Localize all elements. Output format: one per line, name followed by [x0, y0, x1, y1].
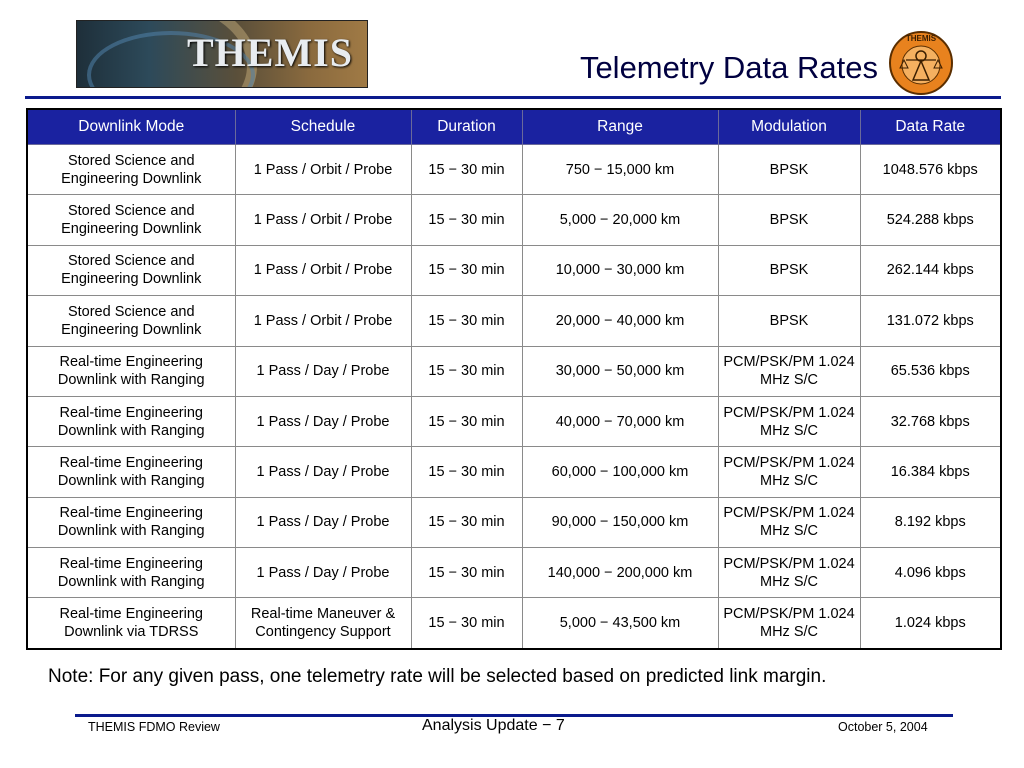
footnote: Note: For any given pass, one telemetry rate will be selected based on predicted link margin.	[48, 666, 827, 687]
cell-duration: 15 − 30 min	[411, 447, 522, 497]
column-header-range: Range	[522, 109, 718, 145]
cell-range: 20,000 − 40,000 km	[522, 296, 718, 346]
cell-duration: 15 − 30 min	[411, 548, 522, 598]
themis-logo-banner	[76, 20, 368, 88]
cell-range: 750 − 15,000 km	[522, 145, 718, 195]
footer-center-text: Analysis Update − 7	[422, 717, 565, 734]
cell-range: 30,000 − 50,000 km	[522, 346, 718, 396]
cell-schedule: 1 Pass / Orbit / Probe	[235, 245, 411, 295]
table-row	[27, 346, 1001, 396]
header-rule	[25, 96, 1001, 99]
cell-modulation: PCM/PSK/PM 1.024 MHz S/C	[718, 396, 860, 446]
cell-modulation: PCM/PSK/PM 1.024 MHz S/C	[718, 548, 860, 598]
themis-emblem-icon	[888, 30, 954, 96]
cell-data-rate: 131.072 kbps	[860, 296, 1001, 346]
cell-range: 10,000 − 30,000 km	[522, 245, 718, 295]
cell-duration: 15 − 30 min	[411, 245, 522, 295]
cell-range: 5,000 − 20,000 km	[522, 195, 718, 245]
cell-data-rate: 65.536 kbps	[860, 346, 1001, 396]
cell-data-rate: 8.192 kbps	[860, 497, 1001, 547]
cell-modulation: PCM/PSK/PM 1.024 MHz S/C	[718, 497, 860, 547]
table-row	[27, 245, 1001, 295]
column-header-data-rate: Data Rate	[860, 109, 1001, 145]
cell-data-rate: 16.384 kbps	[860, 447, 1001, 497]
footer-left-text: THEMIS FDMO Review	[88, 720, 220, 734]
cell-modulation: PCM/PSK/PM 1.024 MHz S/C	[718, 346, 860, 396]
cell-duration: 15 − 30 min	[411, 497, 522, 547]
cell-schedule: 1 Pass / Day / Probe	[235, 396, 411, 446]
cell-modulation: BPSK	[718, 145, 860, 195]
cell-downlink-mode: Real-time Engineering Downlink with Ranging	[27, 497, 235, 547]
table-row	[27, 598, 1001, 649]
cell-downlink-mode: Real-time Engineering Downlink via TDRSS	[27, 598, 235, 649]
cell-schedule: 1 Pass / Day / Probe	[235, 497, 411, 547]
cell-schedule: Real-time Maneuver & Contingency Support	[235, 598, 411, 649]
table-row	[27, 548, 1001, 598]
cell-modulation: BPSK	[718, 195, 860, 245]
cell-range: 60,000 − 100,000 km	[522, 447, 718, 497]
cell-downlink-mode: Real-time Engineering Downlink with Ranging	[27, 396, 235, 446]
cell-schedule: 1 Pass / Day / Probe	[235, 447, 411, 497]
footer-date: October 5, 2004	[838, 720, 928, 734]
cell-downlink-mode: Stored Science and Engineering Downlink	[27, 296, 235, 346]
column-header-duration: Duration	[411, 109, 522, 145]
cell-modulation: PCM/PSK/PM 1.024 MHz S/C	[718, 447, 860, 497]
cell-duration: 15 − 30 min	[411, 296, 522, 346]
cell-schedule: 1 Pass / Day / Probe	[235, 346, 411, 396]
cell-duration: 15 − 30 min	[411, 396, 522, 446]
cell-duration: 15 − 30 min	[411, 346, 522, 396]
cell-duration: 15 − 30 min	[411, 145, 522, 195]
cell-duration: 15 − 30 min	[411, 598, 522, 649]
cell-modulation: BPSK	[718, 245, 860, 295]
cell-schedule: 1 Pass / Orbit / Probe	[235, 195, 411, 245]
cell-downlink-mode: Stored Science and Engineering Downlink	[27, 245, 235, 295]
telemetry-rates-table	[26, 108, 1002, 650]
cell-range: 140,000 − 200,000 km	[522, 548, 718, 598]
cell-data-rate: 262.144 kbps	[860, 245, 1001, 295]
cell-duration: 15 − 30 min	[411, 195, 522, 245]
table-row	[27, 195, 1001, 245]
cell-downlink-mode: Stored Science and Engineering Downlink	[27, 145, 235, 195]
column-header-schedule: Schedule	[235, 109, 411, 145]
cell-modulation: BPSK	[718, 296, 860, 346]
table-row	[27, 447, 1001, 497]
logo-text: THEMIS	[186, 30, 353, 75]
table-row	[27, 497, 1001, 547]
cell-data-rate: 32.768 kbps	[860, 396, 1001, 446]
cell-schedule: 1 Pass / Orbit / Probe	[235, 145, 411, 195]
cell-range: 90,000 − 150,000 km	[522, 497, 718, 547]
cell-downlink-mode: Stored Science and Engineering Downlink	[27, 195, 235, 245]
table-row	[27, 296, 1001, 346]
cell-schedule: 1 Pass / Orbit / Probe	[235, 296, 411, 346]
cell-data-rate: 524.288 kbps	[860, 195, 1001, 245]
cell-range: 5,000 − 43,500 km	[522, 598, 718, 649]
column-header-downlink-mode: Downlink Mode	[27, 109, 235, 145]
table-row	[27, 396, 1001, 446]
cell-downlink-mode: Real-time Engineering Downlink with Ranging	[27, 447, 235, 497]
page-title: Telemetry Data Rates	[579, 50, 878, 85]
cell-data-rate: 1.024 kbps	[860, 598, 1001, 649]
cell-schedule: 1 Pass / Day / Probe	[235, 548, 411, 598]
svg-text:THEMIS: THEMIS	[905, 34, 937, 43]
cell-downlink-mode: Real-time Engineering Downlink with Ranging	[27, 548, 235, 598]
cell-data-rate: 1048.576 kbps	[860, 145, 1001, 195]
cell-downlink-mode: Real-time Engineering Downlink with Ranging	[27, 346, 235, 396]
cell-data-rate: 4.096 kbps	[860, 548, 1001, 598]
table-header-row	[27, 109, 1001, 145]
cell-range: 40,000 − 70,000 km	[522, 396, 718, 446]
table-row	[27, 145, 1001, 195]
cell-modulation: PCM/PSK/PM 1.024 MHz S/C	[718, 598, 860, 649]
column-header-modulation: Modulation	[718, 109, 860, 145]
